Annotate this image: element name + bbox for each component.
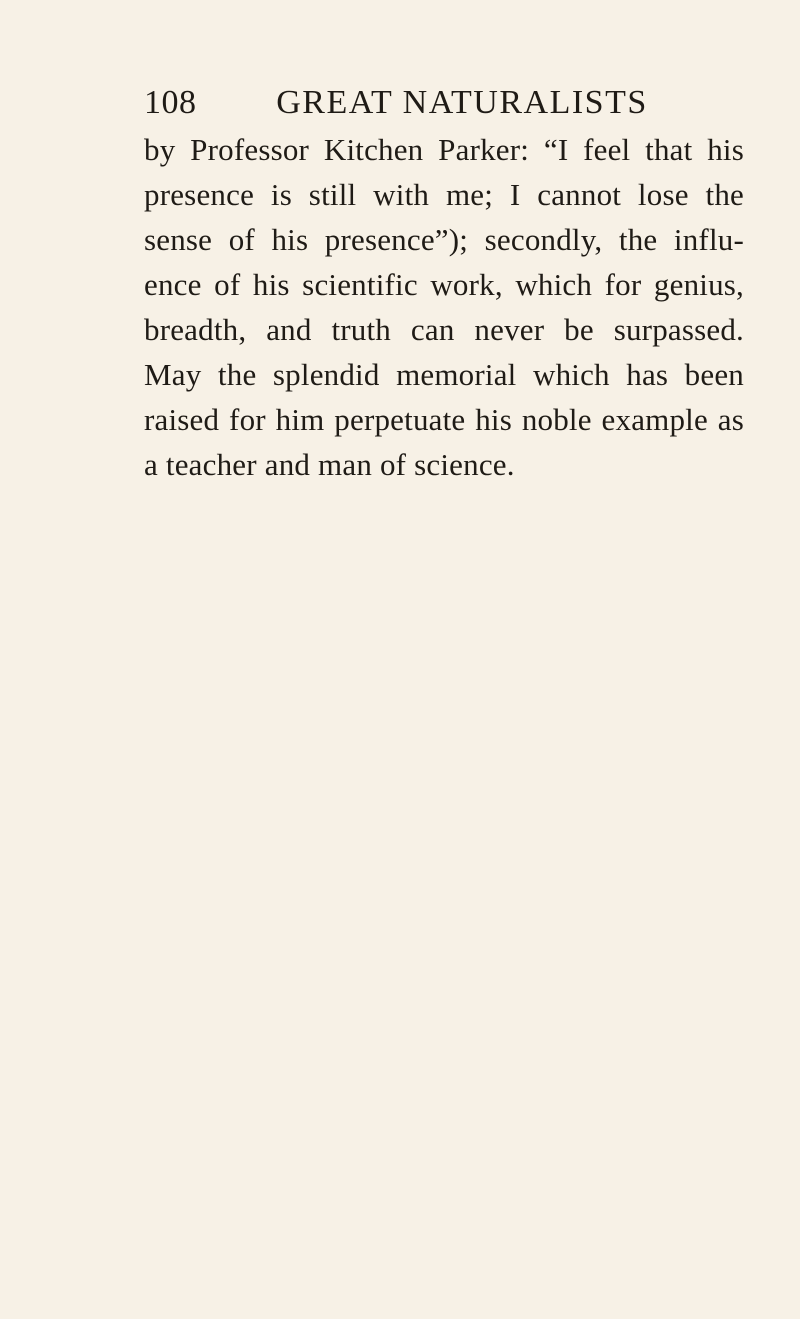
text-line: sense of his presence”); secondly, the influ-	[144, 222, 744, 257]
page-number: 108	[144, 84, 197, 121]
text-line: May the splendid memorial which has been	[144, 357, 744, 392]
text-line: presence is still with me; I cannot lose the	[144, 177, 744, 212]
text-line: a teacher and man of science.	[144, 447, 515, 482]
running-head	[144, 84, 740, 124]
text-line: ence of his scientific work, which for genius,	[144, 267, 744, 302]
text-line: by Professor Kitchen Parker: “I feel that his	[144, 132, 744, 167]
text-line: breadth, and truth can never be surpassed.	[144, 312, 744, 347]
running-title: GREAT NATURALISTS	[276, 84, 648, 121]
body-paragraph	[144, 127, 744, 487]
text-line: raised for him perpetuate his noble example as	[144, 402, 744, 437]
